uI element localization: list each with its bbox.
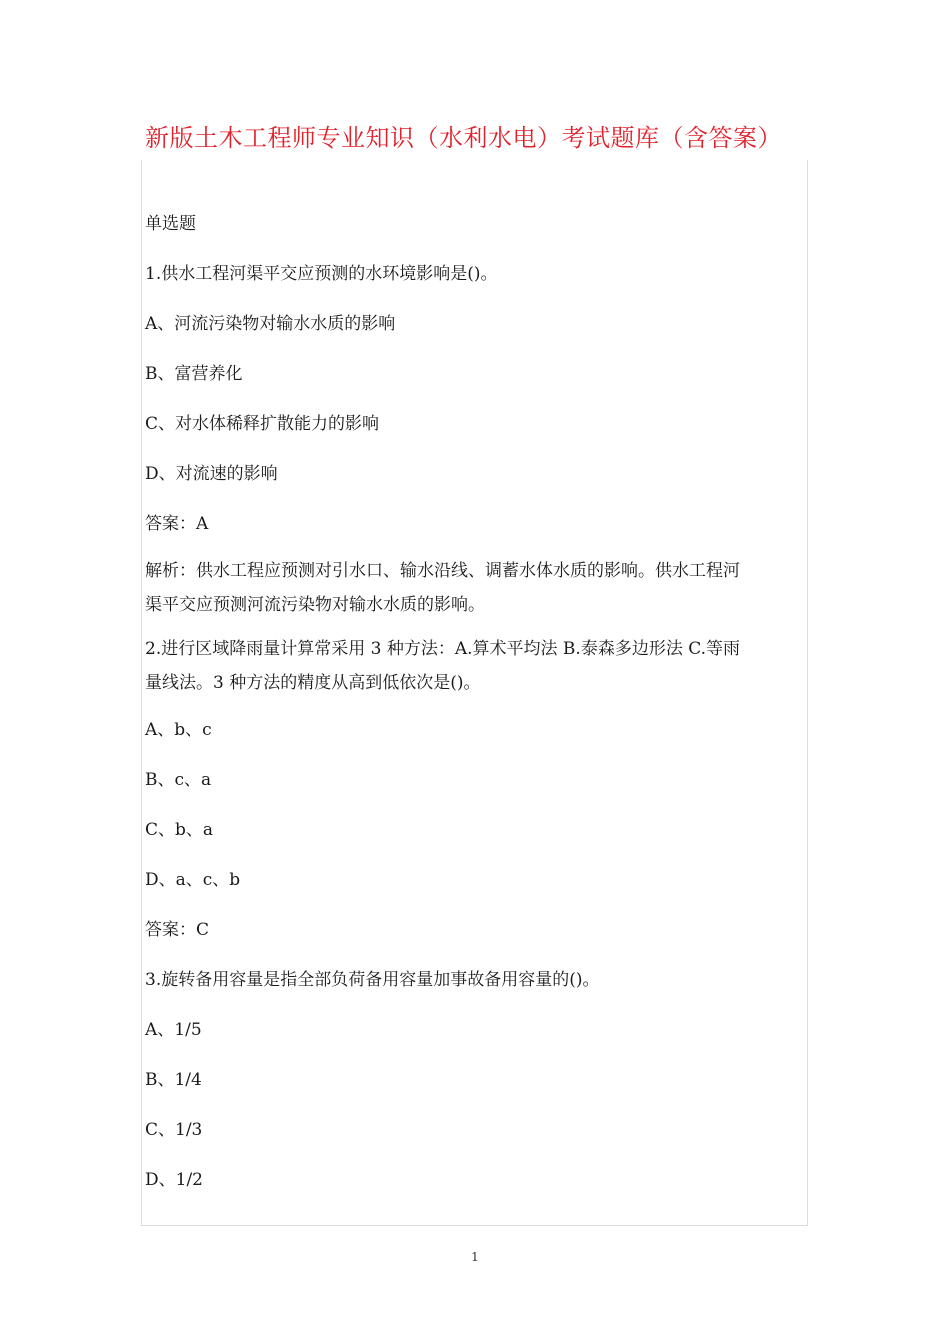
option-c: C、b、a bbox=[145, 820, 214, 840]
section-heading: 单选题 bbox=[145, 214, 196, 234]
option-d: D、a、c、b bbox=[145, 870, 241, 890]
analysis-line: 渠平交应预测河流污染物对输水水质的影响。 bbox=[145, 595, 485, 615]
option-d: D、对流速的影响 bbox=[145, 464, 278, 484]
document-title: 新版土木工程师专业知识（水利水电）考试题库（含答案） bbox=[145, 124, 782, 152]
option-a: A、河流污染物对输水水质的影响 bbox=[145, 314, 396, 334]
question-3 bbox=[145, 960, 810, 1200]
question-1 bbox=[145, 254, 810, 622]
answer: 答案：C bbox=[145, 920, 210, 940]
option-c: C、对水体稀释扩散能力的影响 bbox=[145, 414, 380, 434]
option-b: B、富营养化 bbox=[145, 364, 243, 384]
option-b: B、c、a bbox=[145, 770, 212, 790]
page-number: 1 bbox=[471, 1250, 479, 1264]
analysis bbox=[145, 554, 810, 622]
question-stem-line: 量线法。3 种方法的精度从高到低依次是()。 bbox=[145, 673, 481, 693]
option-a: A、1/5 bbox=[145, 1020, 202, 1040]
question-stem: 3.旋转备用容量是指全部负荷备用容量加事故备用容量的()。 bbox=[145, 970, 600, 990]
option-a: A、b、c bbox=[145, 720, 212, 740]
answer: 答案：A bbox=[145, 514, 209, 534]
analysis-line: 解析：供水工程应预测对引水口、输水沿线、调蓄水体水质的影响。供水工程河 bbox=[145, 561, 740, 581]
option-c: C、1/3 bbox=[145, 1120, 203, 1140]
option-d: D、1/2 bbox=[145, 1170, 203, 1190]
question-stem-line: 2.进行区域降雨量计算常采用 3 种方法：A.算术平均法 B.泰森多边形法 C.等雨 bbox=[145, 639, 741, 659]
question-stem: 1.供水工程河渠平交应预测的水环境影响是()。 bbox=[145, 264, 498, 284]
question-2 bbox=[145, 632, 810, 950]
option-b: B、1/4 bbox=[145, 1070, 202, 1090]
question-stem bbox=[145, 632, 810, 700]
document-body bbox=[145, 204, 810, 1210]
